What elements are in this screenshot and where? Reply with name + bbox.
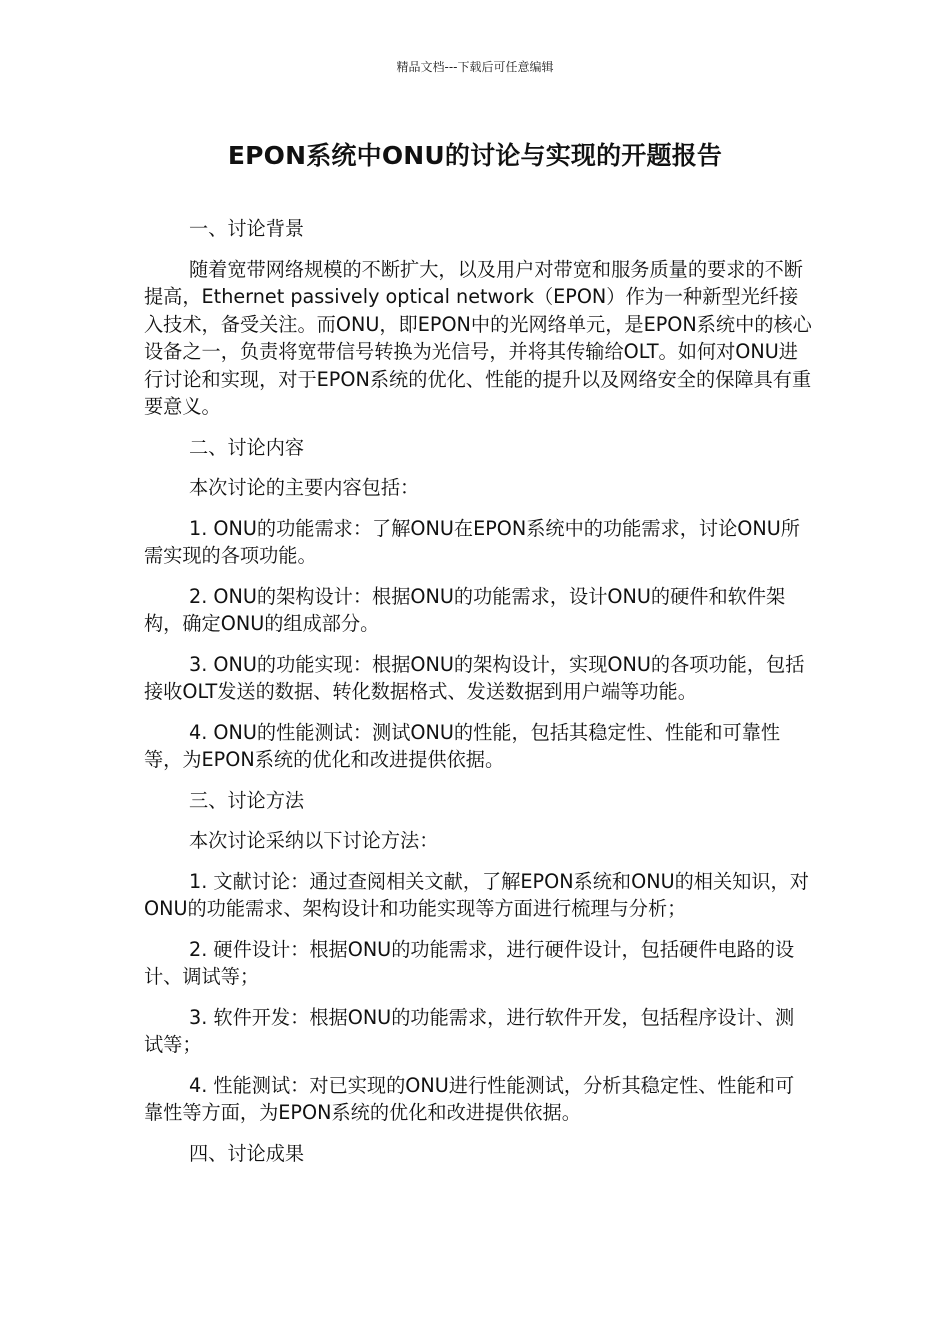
document-title: EPON系统中ONU的讨论与实现的开题报告 xyxy=(227,141,723,170)
background-paragraph: 随着宽带网络规模的不断扩大，以及用户对带宽和服务质量的要求的不断提高，Ethernet passively optical network（EPON）作为一种新型光纤接入技术，备受关注。而ONU，即EPON中的光网络单元，是EPON系统中的核心设备之一，负责将宽带信号转换为光信号，并将其传输给OLT。如何对ONU进行讨论和实现，对于EPON系统的优化、性能的提升以及网络安全的保障具有重要意义。 xyxy=(144,257,812,418)
section-heading-method: 三、讨论方法 xyxy=(189,788,305,812)
method-item-1: 1. 文献讨论：通过查阅相关文献，了解EPON系统和ONU的相关知识，对ONU的功能需求、架构设计和功能实现等方面进行梳理与分析； xyxy=(144,869,809,920)
section-heading-content: 二、讨论内容 xyxy=(189,435,305,459)
content-intro: 本次讨论的主要内容包括： xyxy=(189,476,420,499)
document-body xyxy=(144,215,812,1180)
method-item-3: 3. 软件开发：根据ONU的功能需求，进行软件开发，包括程序设计、测试等； xyxy=(144,1005,795,1056)
content-item-4: 4. ONU的性能测试：测试ONU的性能，包括其稳定性、性能和可靠性等，为EPON系统的优化和改进提供依据。 xyxy=(144,720,781,771)
method-intro: 本次讨论采纳以下讨论方法： xyxy=(189,829,439,852)
header-note: 精品文档---下载后可任意编辑 xyxy=(396,60,554,74)
section-heading-results: 四、讨论成果 xyxy=(189,1141,305,1165)
content-item-1: 1. ONU的功能需求：了解ONU在EPON系统中的功能需求，讨论ONU所需实现的各项功能。 xyxy=(144,516,800,567)
method-item-2: 2. 硬件设计：根据ONU的功能需求，进行硬件设计，包括硬件电路的设计、调试等； xyxy=(144,937,795,988)
content-item-3: 3. ONU的功能实现：根据ONU的架构设计，实现ONU的各项功能，包括接收OLT发送的数据、转化数据格式、发送数据到用户端等功能。 xyxy=(144,652,805,703)
section-heading-background: 一、讨论背景 xyxy=(189,217,305,240)
method-item-4: 4. 性能测试：对已实现的ONU进行性能测试，分析其稳定性、性能和可靠性等方面，为EPON系统的优化和改进提供依据。 xyxy=(144,1073,795,1124)
content-item-2: 2. ONU的架构设计：根据ONU的功能需求，设计ONU的硬件和软件架构，确定ONU的组成部分。 xyxy=(144,584,786,635)
